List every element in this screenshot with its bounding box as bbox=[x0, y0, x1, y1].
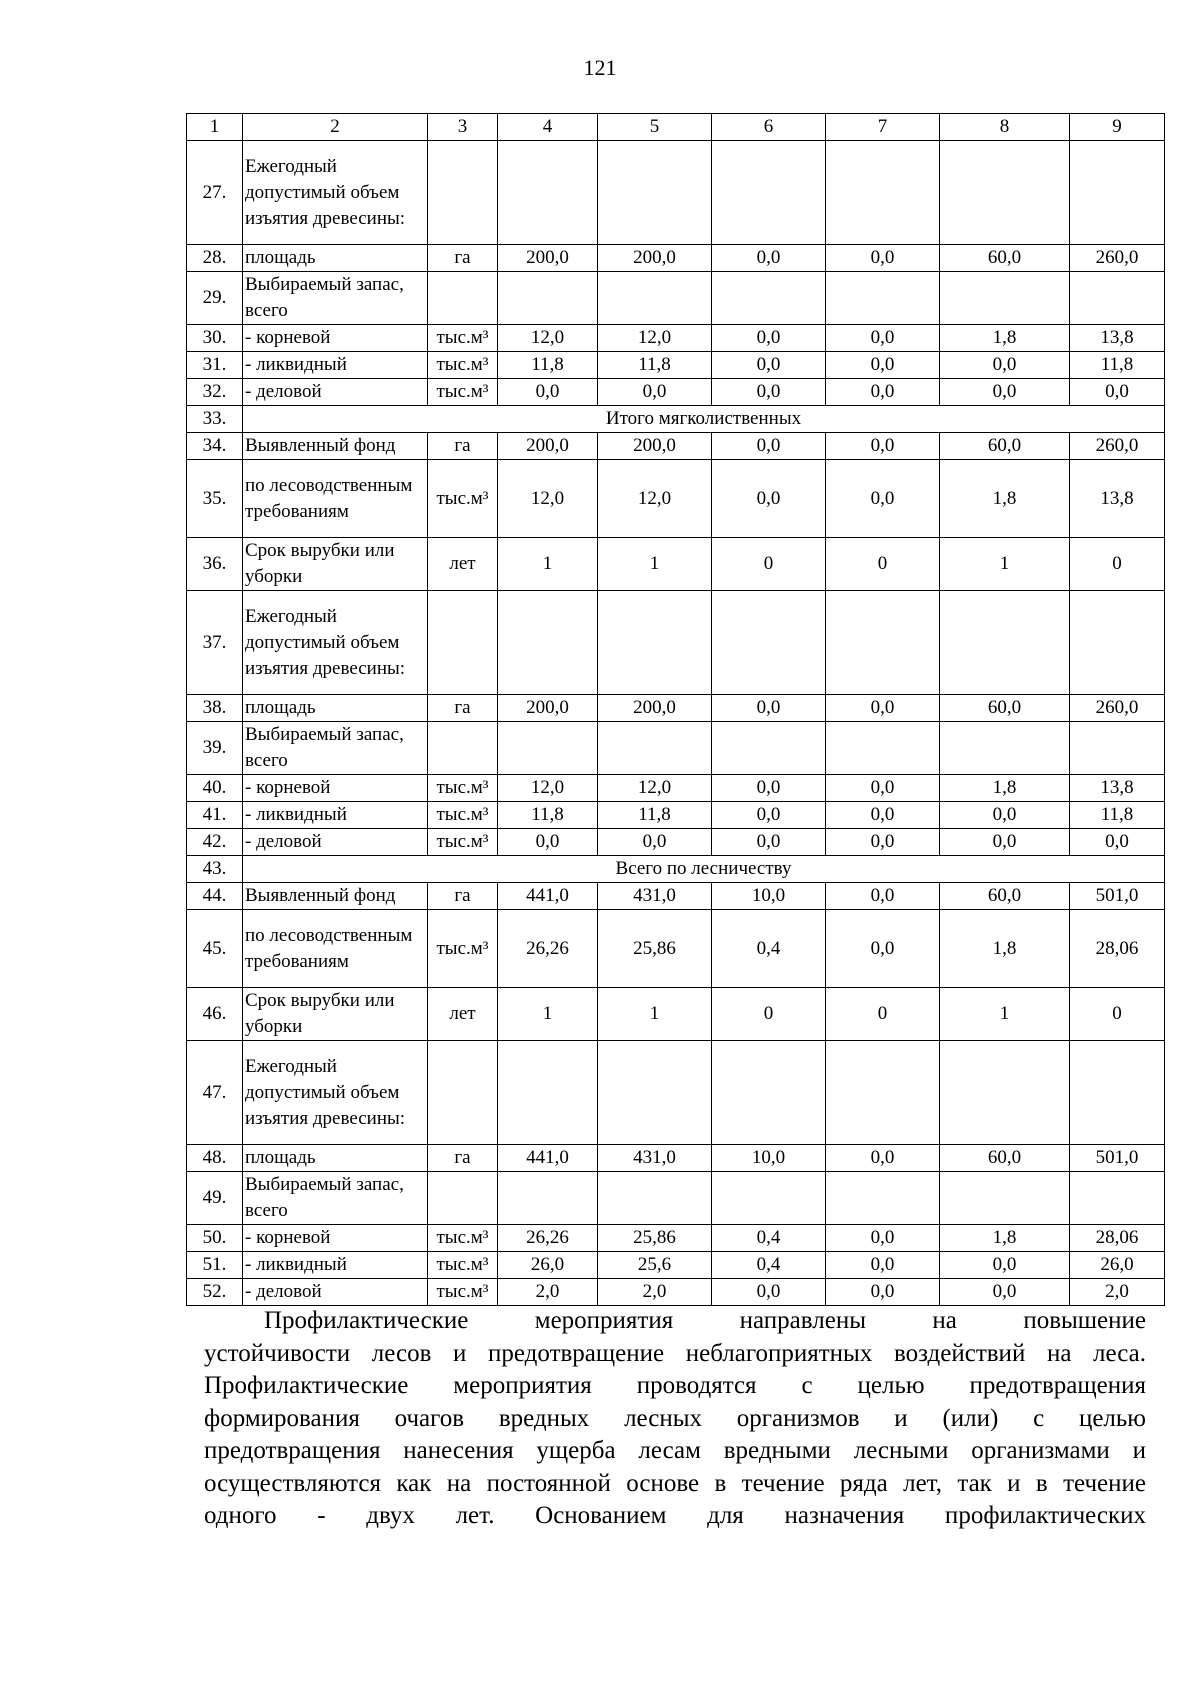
value-cell: 1 bbox=[598, 988, 712, 1041]
value-cell: 60,0 bbox=[940, 695, 1070, 722]
indicator-name-cell: - деловой bbox=[243, 379, 428, 406]
value-cell: 0,0 bbox=[940, 829, 1070, 856]
value-cell: 2,0 bbox=[598, 1279, 712, 1306]
unit-cell: га bbox=[428, 245, 498, 272]
row-number-cell: 48. bbox=[187, 1145, 243, 1172]
value-cell bbox=[598, 722, 712, 775]
column-number-cell: 5 bbox=[598, 114, 712, 141]
indicator-name-cell: Выбираемый запас, всего bbox=[243, 722, 428, 775]
value-cell: 0,0 bbox=[712, 245, 826, 272]
table-body bbox=[187, 141, 1165, 1306]
table-row bbox=[187, 695, 1165, 722]
value-cell bbox=[940, 272, 1070, 325]
indicator-name-cell: Срок вырубки или уборки bbox=[243, 988, 428, 1041]
value-cell: 0,0 bbox=[826, 245, 940, 272]
row-number-cell: 47. bbox=[187, 1041, 243, 1145]
indicator-name-cell: - корневой bbox=[243, 775, 428, 802]
value-cell: 12,0 bbox=[598, 775, 712, 802]
row-number-cell: 43. bbox=[187, 856, 243, 883]
value-cell bbox=[826, 1172, 940, 1225]
paragraph-line: Профилактические мероприятия направлены на повышение bbox=[264, 1307, 1146, 1334]
value-cell bbox=[712, 1172, 826, 1225]
unit-cell: тыс.м³ bbox=[428, 910, 498, 988]
unit-cell bbox=[428, 1041, 498, 1145]
row-number-cell: 44. bbox=[187, 883, 243, 910]
value-cell: 0,0 bbox=[826, 829, 940, 856]
value-cell: 0,0 bbox=[712, 325, 826, 352]
indicator-name-cell: площадь bbox=[243, 1145, 428, 1172]
indicator-name-cell: Выбираемый запас, всего bbox=[243, 272, 428, 325]
row-number-cell: 49. bbox=[187, 1172, 243, 1225]
paragraph-line: устойчивости лесов и предотвращение неблагоприятных воздействий на леса. bbox=[204, 1339, 1146, 1367]
table-row bbox=[187, 1145, 1165, 1172]
column-number-cell: 1 bbox=[187, 114, 243, 141]
value-cell: 260,0 bbox=[1070, 433, 1165, 460]
value-cell: 441,0 bbox=[498, 883, 598, 910]
table-row bbox=[187, 1279, 1165, 1306]
value-cell bbox=[826, 1041, 940, 1145]
value-cell: 28,06 bbox=[1070, 1225, 1165, 1252]
column-number-cell: 6 bbox=[712, 114, 826, 141]
value-cell: 0,0 bbox=[826, 802, 940, 829]
value-cell: 60,0 bbox=[940, 433, 1070, 460]
value-cell bbox=[826, 722, 940, 775]
value-cell: 0,0 bbox=[1070, 379, 1165, 406]
table-row bbox=[187, 775, 1165, 802]
row-number-cell: 45. bbox=[187, 910, 243, 988]
value-cell: 0,0 bbox=[826, 379, 940, 406]
row-number-cell: 34. bbox=[187, 433, 243, 460]
table-row bbox=[187, 883, 1165, 910]
indicator-name-cell: - корневой bbox=[243, 325, 428, 352]
indicator-name-cell: площадь bbox=[243, 695, 428, 722]
value-cell bbox=[1070, 1041, 1165, 1145]
table-row bbox=[187, 1041, 1165, 1145]
value-cell: 0,0 bbox=[598, 379, 712, 406]
value-cell: 0 bbox=[1070, 538, 1165, 591]
section-title-cell: Итого мягколиственных bbox=[243, 406, 1165, 433]
value-cell bbox=[598, 591, 712, 695]
indicator-name-cell: Ежегодный допустимый объем изъятия древесины: bbox=[243, 591, 428, 695]
table-row bbox=[187, 538, 1165, 591]
table-row bbox=[187, 829, 1165, 856]
unit-cell bbox=[428, 722, 498, 775]
row-number-cell: 27. bbox=[187, 141, 243, 245]
table-row bbox=[187, 910, 1165, 988]
column-number-cell: 3 bbox=[428, 114, 498, 141]
unit-cell bbox=[428, 141, 498, 245]
unit-cell: тыс.м³ bbox=[428, 829, 498, 856]
value-cell: 0,0 bbox=[826, 1252, 940, 1279]
value-cell bbox=[498, 1041, 598, 1145]
value-cell: 200,0 bbox=[598, 433, 712, 460]
unit-cell: га bbox=[428, 433, 498, 460]
value-cell bbox=[598, 141, 712, 245]
unit-cell: га bbox=[428, 883, 498, 910]
value-cell: 10,0 bbox=[712, 883, 826, 910]
value-cell bbox=[498, 722, 598, 775]
value-cell: 0 bbox=[826, 538, 940, 591]
value-cell: 1 bbox=[498, 988, 598, 1041]
value-cell bbox=[1070, 141, 1165, 245]
unit-cell: тыс.м³ bbox=[428, 775, 498, 802]
column-number-cell: 7 bbox=[826, 114, 940, 141]
unit-cell bbox=[428, 272, 498, 325]
value-cell: 0,0 bbox=[940, 1252, 1070, 1279]
value-cell: 12,0 bbox=[498, 775, 598, 802]
unit-cell: тыс.м³ bbox=[428, 802, 498, 829]
table-row bbox=[187, 988, 1165, 1041]
value-cell: 260,0 bbox=[1070, 245, 1165, 272]
value-cell bbox=[598, 272, 712, 325]
value-cell: 26,26 bbox=[498, 910, 598, 988]
value-cell: 1 bbox=[498, 538, 598, 591]
value-cell: 0,0 bbox=[712, 695, 826, 722]
value-cell: 1,8 bbox=[940, 325, 1070, 352]
column-number-cell: 8 bbox=[940, 114, 1070, 141]
row-number-cell: 37. bbox=[187, 591, 243, 695]
row-number-cell: 29. bbox=[187, 272, 243, 325]
unit-cell: тыс.м³ bbox=[428, 1252, 498, 1279]
value-cell: 12,0 bbox=[598, 460, 712, 538]
value-cell: 0,0 bbox=[712, 352, 826, 379]
row-number-cell: 36. bbox=[187, 538, 243, 591]
value-cell: 0,0 bbox=[826, 433, 940, 460]
unit-cell: лет bbox=[428, 538, 498, 591]
unit-cell: тыс.м³ bbox=[428, 460, 498, 538]
value-cell: 0,0 bbox=[826, 352, 940, 379]
value-cell: 11,8 bbox=[598, 802, 712, 829]
value-cell: 0,0 bbox=[826, 910, 940, 988]
value-cell: 2,0 bbox=[1070, 1279, 1165, 1306]
value-cell: 0,0 bbox=[712, 829, 826, 856]
unit-cell: тыс.м³ bbox=[428, 1225, 498, 1252]
row-number-cell: 40. bbox=[187, 775, 243, 802]
row-number-cell: 35. bbox=[187, 460, 243, 538]
value-cell bbox=[940, 1172, 1070, 1225]
value-cell: 0 bbox=[826, 988, 940, 1041]
value-cell bbox=[940, 1041, 1070, 1145]
table-row bbox=[187, 325, 1165, 352]
table-row bbox=[187, 352, 1165, 379]
value-cell: 0,0 bbox=[598, 829, 712, 856]
body-paragraph bbox=[204, 1305, 1146, 1533]
value-cell bbox=[498, 1172, 598, 1225]
value-cell: 1,8 bbox=[940, 460, 1070, 538]
value-cell bbox=[498, 272, 598, 325]
unit-cell: га bbox=[428, 695, 498, 722]
value-cell: 0,0 bbox=[498, 379, 598, 406]
table-row bbox=[187, 272, 1165, 325]
forest-table bbox=[186, 113, 1165, 1306]
value-cell: 200,0 bbox=[598, 695, 712, 722]
value-cell bbox=[1070, 591, 1165, 695]
indicator-name-cell: Выбираемый запас, всего bbox=[243, 1172, 428, 1225]
unit-cell: тыс.м³ bbox=[428, 325, 498, 352]
unit-cell: тыс.м³ bbox=[428, 379, 498, 406]
value-cell bbox=[1070, 722, 1165, 775]
indicator-name-cell: - деловой bbox=[243, 829, 428, 856]
value-cell bbox=[712, 1041, 826, 1145]
value-cell: 0,0 bbox=[826, 1145, 940, 1172]
value-cell: 60,0 bbox=[940, 883, 1070, 910]
row-number-cell: 39. bbox=[187, 722, 243, 775]
value-cell: 12,0 bbox=[598, 325, 712, 352]
indicator-name-cell: площадь bbox=[243, 245, 428, 272]
section-row bbox=[187, 856, 1165, 883]
value-cell: 0,0 bbox=[712, 775, 826, 802]
value-cell: 200,0 bbox=[498, 695, 598, 722]
value-cell: 0 bbox=[712, 988, 826, 1041]
value-cell: 0,0 bbox=[712, 1279, 826, 1306]
value-cell: 13,8 bbox=[1070, 460, 1165, 538]
column-number-cell: 4 bbox=[498, 114, 598, 141]
column-number-cell: 2 bbox=[243, 114, 428, 141]
row-number-cell: 46. bbox=[187, 988, 243, 1041]
value-cell bbox=[598, 1041, 712, 1145]
value-cell: 0 bbox=[1070, 988, 1165, 1041]
value-cell: 26,26 bbox=[498, 1225, 598, 1252]
value-cell: 0,0 bbox=[826, 883, 940, 910]
value-cell: 0,0 bbox=[1070, 829, 1165, 856]
value-cell: 11,8 bbox=[498, 802, 598, 829]
value-cell: 0,0 bbox=[712, 460, 826, 538]
column-number-row bbox=[187, 114, 1165, 141]
value-cell: 11,8 bbox=[1070, 802, 1165, 829]
value-cell: 26,0 bbox=[1070, 1252, 1165, 1279]
value-cell bbox=[598, 1172, 712, 1225]
unit-cell: тыс.м³ bbox=[428, 1279, 498, 1306]
value-cell: 0,0 bbox=[712, 379, 826, 406]
value-cell: 10,0 bbox=[712, 1145, 826, 1172]
value-cell bbox=[1070, 272, 1165, 325]
value-cell: 0,0 bbox=[826, 695, 940, 722]
table-row bbox=[187, 379, 1165, 406]
table-row bbox=[187, 433, 1165, 460]
paragraph-line: Профилактические мероприятия проводятся с целью предотвращения bbox=[204, 1372, 1146, 1399]
row-number-cell: 31. bbox=[187, 352, 243, 379]
value-cell bbox=[498, 591, 598, 695]
value-cell: 11,8 bbox=[598, 352, 712, 379]
value-cell: 260,0 bbox=[1070, 695, 1165, 722]
table-row bbox=[187, 1252, 1165, 1279]
value-cell: 0,0 bbox=[826, 1279, 940, 1306]
value-cell: 13,8 bbox=[1070, 325, 1165, 352]
row-number-cell: 41. bbox=[187, 802, 243, 829]
value-cell: 0,0 bbox=[826, 460, 940, 538]
value-cell bbox=[1070, 1172, 1165, 1225]
row-number-cell: 33. bbox=[187, 406, 243, 433]
indicator-name-cell: - ликвидный bbox=[243, 352, 428, 379]
value-cell bbox=[940, 722, 1070, 775]
value-cell: 26,0 bbox=[498, 1252, 598, 1279]
section-title-cell: Всего по лесничеству bbox=[243, 856, 1165, 883]
table-row bbox=[187, 141, 1165, 245]
unit-cell: лет bbox=[428, 988, 498, 1041]
paragraph-line: осуществляются как на постоянной основе в течение ряда лет, так и в течение bbox=[204, 1469, 1146, 1497]
indicator-name-cell: - ликвидный bbox=[243, 802, 428, 829]
value-cell: 0,0 bbox=[498, 829, 598, 856]
value-cell bbox=[940, 141, 1070, 245]
value-cell: 25,6 bbox=[598, 1252, 712, 1279]
value-cell: 0,4 bbox=[712, 910, 826, 988]
value-cell: 0,4 bbox=[712, 1225, 826, 1252]
row-number-cell: 28. bbox=[187, 245, 243, 272]
table-row bbox=[187, 591, 1165, 695]
value-cell bbox=[712, 272, 826, 325]
section-row bbox=[187, 406, 1165, 433]
value-cell: 0,0 bbox=[712, 433, 826, 460]
table-row bbox=[187, 1225, 1165, 1252]
table-row bbox=[187, 460, 1165, 538]
value-cell bbox=[826, 591, 940, 695]
value-cell: 1,8 bbox=[940, 910, 1070, 988]
value-cell: 0,0 bbox=[940, 352, 1070, 379]
table-row bbox=[187, 245, 1165, 272]
value-cell bbox=[498, 141, 598, 245]
paragraph-line: формирования очагов вредных лесных организмов и (или) с целью bbox=[204, 1404, 1146, 1432]
unit-cell: га bbox=[428, 1145, 498, 1172]
row-number-cell: 30. bbox=[187, 325, 243, 352]
indicator-name-cell: Ежегодный допустимый объем изъятия древесины: bbox=[243, 141, 428, 245]
value-cell bbox=[712, 141, 826, 245]
value-cell: 11,8 bbox=[498, 352, 598, 379]
row-number-cell: 51. bbox=[187, 1252, 243, 1279]
value-cell: 0,4 bbox=[712, 1252, 826, 1279]
row-number-cell: 38. bbox=[187, 695, 243, 722]
indicator-name-cell: по лесоводственным требованиям bbox=[243, 910, 428, 988]
value-cell: 0,0 bbox=[826, 775, 940, 802]
table-row bbox=[187, 1172, 1165, 1225]
value-cell bbox=[826, 141, 940, 245]
value-cell: 501,0 bbox=[1070, 883, 1165, 910]
indicator-name-cell: - ликвидный bbox=[243, 1252, 428, 1279]
indicator-name-cell: Выявленный фонд bbox=[243, 433, 428, 460]
indicator-name-cell: Срок вырубки или уборки bbox=[243, 538, 428, 591]
value-cell: 25,86 bbox=[598, 910, 712, 988]
value-cell: 13,8 bbox=[1070, 775, 1165, 802]
value-cell: 60,0 bbox=[940, 245, 1070, 272]
value-cell bbox=[940, 591, 1070, 695]
value-cell bbox=[826, 272, 940, 325]
value-cell: 200,0 bbox=[598, 245, 712, 272]
value-cell: 200,0 bbox=[498, 245, 598, 272]
value-cell: 0,0 bbox=[940, 802, 1070, 829]
value-cell: 501,0 bbox=[1070, 1145, 1165, 1172]
value-cell: 1 bbox=[940, 538, 1070, 591]
indicator-name-cell: по лесоводственным требованиям bbox=[243, 460, 428, 538]
value-cell bbox=[712, 722, 826, 775]
value-cell: 200,0 bbox=[498, 433, 598, 460]
table-row bbox=[187, 722, 1165, 775]
paragraph-line: предотвращения нанесения ущерба лесам вредными лесными организмами и bbox=[204, 1437, 1146, 1464]
value-cell: 0,0 bbox=[712, 802, 826, 829]
unit-cell: тыс.м³ bbox=[428, 352, 498, 379]
indicator-name-cell: - деловой bbox=[243, 1279, 428, 1306]
value-cell: 12,0 bbox=[498, 325, 598, 352]
value-cell: 0,0 bbox=[940, 1279, 1070, 1306]
value-cell: 431,0 bbox=[598, 883, 712, 910]
value-cell: 0,0 bbox=[826, 325, 940, 352]
indicator-name-cell: Ежегодный допустимый объем изъятия древесины: bbox=[243, 1041, 428, 1145]
value-cell: 431,0 bbox=[598, 1145, 712, 1172]
unit-cell bbox=[428, 1172, 498, 1225]
row-number-cell: 50. bbox=[187, 1225, 243, 1252]
value-cell: 1 bbox=[940, 988, 1070, 1041]
value-cell: 0,0 bbox=[940, 379, 1070, 406]
value-cell: 0 bbox=[712, 538, 826, 591]
value-cell: 2,0 bbox=[498, 1279, 598, 1306]
paragraph-line: одного - двух лет. Основанием для назначения профилактических bbox=[204, 1502, 1146, 1529]
row-number-cell: 52. bbox=[187, 1279, 243, 1306]
value-cell: 441,0 bbox=[498, 1145, 598, 1172]
page-number: 121 bbox=[583, 55, 617, 80]
value-cell: 0,0 bbox=[826, 1225, 940, 1252]
value-cell: 25,86 bbox=[598, 1225, 712, 1252]
row-number-cell: 42. bbox=[187, 829, 243, 856]
indicator-name-cell: - корневой bbox=[243, 1225, 428, 1252]
value-cell: 1,8 bbox=[940, 775, 1070, 802]
value-cell: 28,06 bbox=[1070, 910, 1165, 988]
table-row bbox=[187, 802, 1165, 829]
value-cell: 12,0 bbox=[498, 460, 598, 538]
value-cell: 11,8 bbox=[1070, 352, 1165, 379]
value-cell bbox=[712, 591, 826, 695]
column-number-cell: 9 bbox=[1070, 114, 1165, 141]
unit-cell bbox=[428, 591, 498, 695]
indicator-name-cell: Выявленный фонд bbox=[243, 883, 428, 910]
value-cell: 1,8 bbox=[940, 1225, 1070, 1252]
row-number-cell: 32. bbox=[187, 379, 243, 406]
value-cell: 1 bbox=[598, 538, 712, 591]
value-cell: 60,0 bbox=[940, 1145, 1070, 1172]
